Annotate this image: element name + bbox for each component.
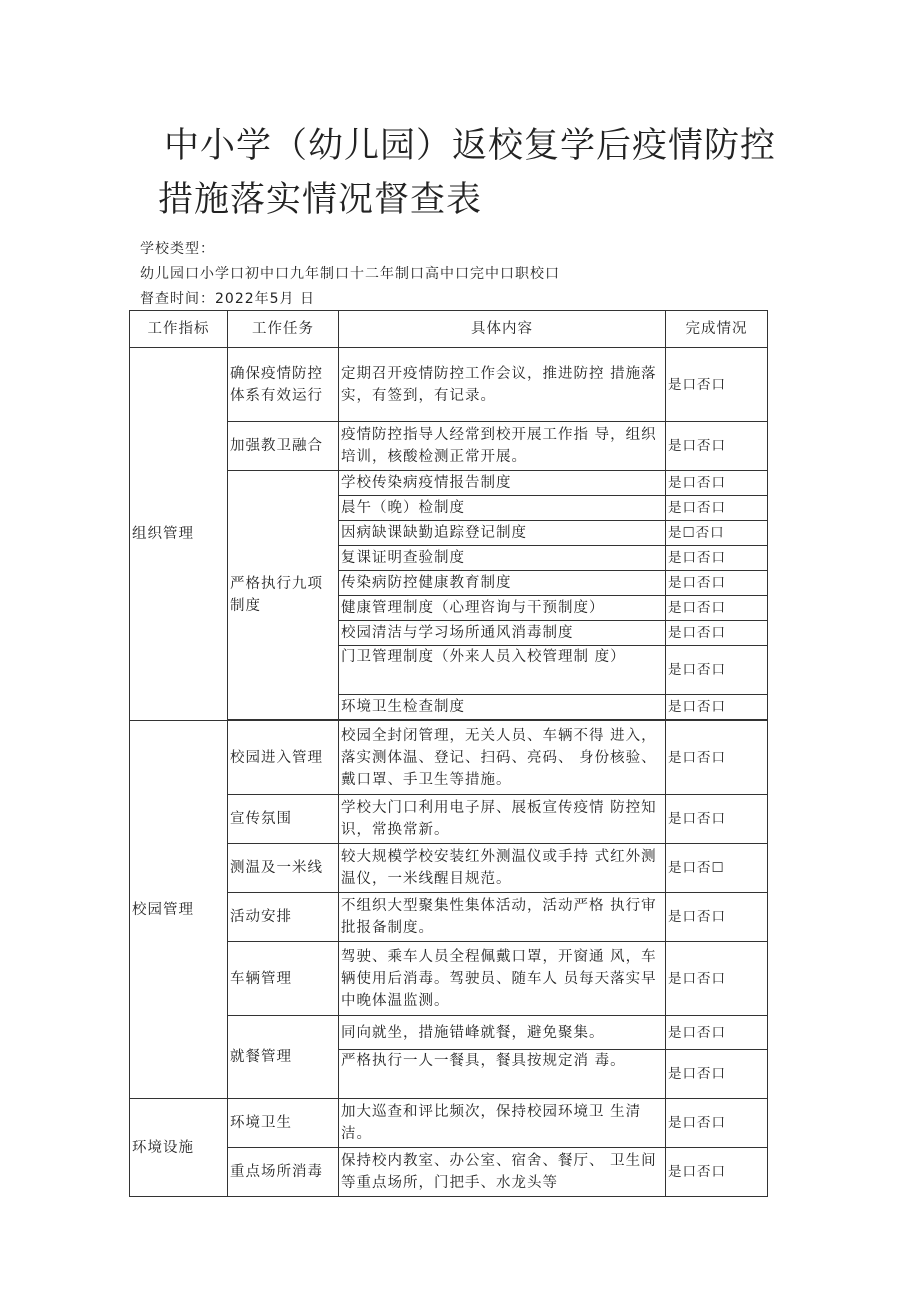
table-row [130, 1099, 768, 1148]
indicator-cell: 环境设施 [130, 1099, 228, 1197]
content-cell: 同向就坐，措施错峰就餐，避免聚集。 [339, 1016, 666, 1050]
content-cell: 疫情防控指导人经常到校开展工作指 导，组织培训，核酸检测正常开展。 [339, 422, 666, 471]
school-type-label: 学校类型： [140, 241, 215, 257]
content-cell: 门卫管理制度（外来人员入校管理制 度） [339, 646, 666, 695]
content-cell: 学校传染病疫情报告制度 [339, 471, 666, 496]
status-checkbox[interactable]: 是口否口 [666, 646, 768, 695]
status-checkbox[interactable]: 是口否口 [666, 471, 768, 496]
content-cell: 不组织大型聚集性集体活动，活动严格 执行审批报备制度。 [339, 893, 666, 942]
status-checkbox[interactable]: 是口否口 [666, 1148, 768, 1197]
school-type-options: 幼儿园口小学口初中口九年制口十二年制口高中口完中口职校口 [140, 266, 560, 282]
status-checkbox[interactable]: 是口否口 [666, 1099, 768, 1148]
task-cell: 环境卫生 [228, 1099, 339, 1148]
task-cell: 严格执行九项制度 [228, 471, 339, 720]
task-cell: 确保疫情防控体系有效运行 [228, 348, 339, 422]
status-checkbox[interactable]: 是口否口 [666, 795, 768, 844]
table-row [130, 348, 768, 422]
status-checkbox[interactable]: 是☐否口 [666, 521, 768, 546]
status-checkbox[interactable]: 是口否口 [666, 546, 768, 571]
inspection-table [129, 310, 768, 1197]
status-checkbox[interactable]: 是口否口 [666, 596, 768, 621]
indicator-cell: 组织管理 [130, 348, 228, 721]
header-task: 工作任务 [228, 311, 339, 348]
status-checkbox[interactable]: 是口否口 [666, 571, 768, 596]
content-cell: 复课证明查验制度 [339, 546, 666, 571]
page-subtitle: 措施落实情况督查表 [157, 180, 482, 220]
status-checkbox[interactable]: 是口否口 [666, 721, 768, 795]
task-cell: 就餐管理 [228, 1016, 339, 1099]
content-cell: 环境卫生检查制度 [339, 695, 666, 720]
indicator-cell: 校园管理 [130, 721, 228, 1099]
content-cell: 校园全封闭管理，无关人员、车辆不得 进入，落实测体温、登记、扫码、亮码、 身份核验、戴口罩、手卫生等措施。 [339, 721, 666, 795]
task-cell: 宣传氛围 [228, 795, 339, 844]
content-cell: 因病缺课缺勤追踪登记制度 [339, 521, 666, 546]
page-title: 中小学（幼儿园）返校复学后疫情防控 [163, 126, 776, 166]
table-row [130, 721, 768, 795]
status-checkbox[interactable]: 是口否口 [666, 422, 768, 471]
content-cell: 定期召开疫情防控工作会议，推进防控 措施落实，有签到，有记录。 [339, 348, 666, 422]
task-cell: 测温及一米线 [228, 844, 339, 893]
status-checkbox[interactable]: 是口否口 [666, 348, 768, 422]
status-checkbox[interactable]: 是口否口 [666, 1016, 768, 1050]
table-header-row [130, 311, 768, 348]
content-cell: 传染病防控健康教育制度 [339, 571, 666, 596]
status-checkbox[interactable]: 是口否口 [666, 942, 768, 1016]
content-cell: 晨午（晚）检制度 [339, 496, 666, 521]
content-cell: 较大规模学校安装红外测温仪或手持 式红外测温仪，一米线醒目规范。 [339, 844, 666, 893]
content-cell: 健康管理制度（心理咨询与干预制度） [339, 596, 666, 621]
task-cell: 加强教卫融合 [228, 422, 339, 471]
status-checkbox[interactable]: 是口否口 [666, 695, 768, 720]
content-cell: 校园清洁与学习场所通风消毒制度 [339, 621, 666, 646]
content-cell: 驾驶、乘车人员全程佩戴口罩，开窗通 风，车辆使用后消毒。驾驶员、随车人 员每天落实早中晚体温监测。 [339, 942, 666, 1016]
task-cell: 活动安排 [228, 893, 339, 942]
header-indicator: 工作指标 [130, 311, 228, 348]
content-cell: 学校大门口利用电子屏、展板宣传疫情 防控知识，常换常新。 [339, 795, 666, 844]
task-cell: 重点场所消毒 [228, 1148, 339, 1197]
content-cell: 保持校内教室、办公室、宿舍、餐厅、 卫生间等重点场所，门把手、水龙头等 [339, 1148, 666, 1197]
header-status: 完成情况 [666, 311, 768, 348]
status-checkbox[interactable]: 是口否口 [666, 1050, 768, 1099]
status-checkbox[interactable]: 是口否☐ [666, 844, 768, 893]
content-cell: 严格执行一人一餐具，餐具按规定消 毒。 [339, 1050, 666, 1099]
content-cell: 加大巡查和评比频次，保持校园环境卫 生清洁。 [339, 1099, 666, 1148]
status-checkbox[interactable]: 是口否口 [666, 621, 768, 646]
status-checkbox[interactable]: 是口否口 [666, 496, 768, 521]
task-cell: 车辆管理 [228, 942, 339, 1016]
status-checkbox[interactable]: 是口否口 [666, 893, 768, 942]
task-cell: 校园进入管理 [228, 721, 339, 795]
header-content: 具体内容 [339, 311, 666, 348]
inspection-time: 督查时间：2022年5月 日 [140, 291, 315, 307]
